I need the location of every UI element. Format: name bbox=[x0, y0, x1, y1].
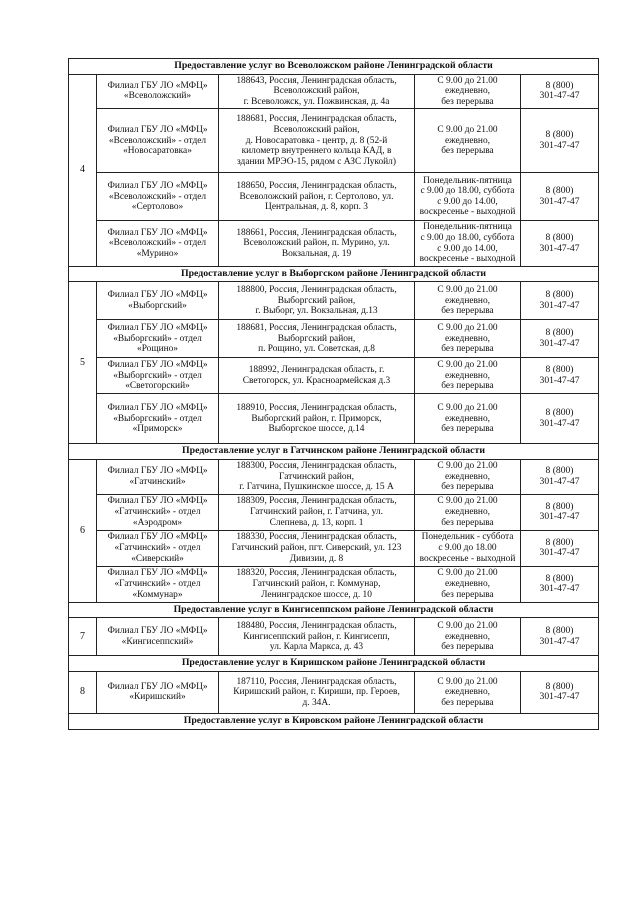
working-hours-cell: С 9.00 до 21.00 ежедневно, без перерыва bbox=[415, 74, 521, 109]
section-title: Предоставление услуг в Выборгском районе Ленинградской области bbox=[69, 266, 599, 282]
table-row bbox=[69, 173, 599, 221]
working-hours-cell: С 9.00 до 21.00 ежедневно, без перерыва bbox=[415, 394, 521, 444]
document-page bbox=[68, 58, 598, 730]
branch-name-cell: Филиал ГБУ ЛО «МФЦ» «Выборгский» - отдел «Приморск» bbox=[97, 394, 219, 444]
working-hours-cell: Понедельник-пятница с 9.00 до 18.00, суббота с 9.00 до 14.00, воскресенье - выходной bbox=[415, 173, 521, 221]
phone-cell: 8 (800) 301-47-47 bbox=[521, 173, 599, 221]
branch-name-cell: Филиал ГБУ ЛО «МФЦ» «Всеволожский» - отдел «Новосаратовка» bbox=[97, 109, 219, 173]
address-cell: 188309, Россия, Ленинградская область, Гатчинский район, г. Гатчина, ул. Слепнева, д. 13, корп. 1 bbox=[219, 494, 415, 530]
phone-cell: 8 (800) 301-47-47 bbox=[521, 74, 599, 109]
table-row bbox=[69, 459, 599, 494]
address-cell: 188320, Россия, Ленинградская область, Гатчинский район, г. Коммунар, Ленинградское шоссе, д. 10 bbox=[219, 566, 415, 602]
address-cell: 188681, Россия, Ленинградская область, Выборгский район, п. Рощино, ул. Советская, д.8 bbox=[219, 320, 415, 358]
phone-cell: 8 (800) 301-47-47 bbox=[521, 282, 599, 320]
section-number-cell: 6 bbox=[69, 459, 97, 602]
branch-name-cell: Филиал ГБУ ЛО «МФЦ» «Выборгский» - отдел «Светогорский» bbox=[97, 358, 219, 394]
working-hours-cell: С 9.00 до 21.00 ежедневно, без перерыва bbox=[415, 320, 521, 358]
phone-cell: 8 (800) 301-47-47 bbox=[521, 394, 599, 444]
working-hours-cell: Понедельник - суббота с 9.00 до 18.00 воскресенье - выходной bbox=[415, 530, 521, 566]
address-cell: 188661, Россия, Ленинградская область, Всеволожский район, п. Мурино, ул. Вокзальная, д. 19 bbox=[219, 221, 415, 266]
table-row bbox=[69, 394, 599, 444]
address-cell: 188681, Россия, Ленинградская область, Всеволожский район, д. Новосаратовка - центр, д. 8 (52-й километр внутреннего кольца КАД, в здании МРЭО-15, рядом с АЗС Лукойл) bbox=[219, 109, 415, 173]
address-cell: 188643, Россия, Ленинградская область, Всеволожский район, г. Всеволожск, ул. Пожвинская, д. 4а bbox=[219, 74, 415, 109]
section-number-cell: 4 bbox=[69, 74, 97, 266]
working-hours-cell: С 9.00 до 21.00 ежедневно, без перерыва bbox=[415, 671, 521, 713]
phone-cell: 8 (800) 301-47-47 bbox=[521, 358, 599, 394]
section-number-cell: 7 bbox=[69, 618, 97, 656]
address-cell: 188650, Россия, Ленинградская область, Всеволожский район, г. Сертолово, ул. Центральная, д. 8, корп. 3 bbox=[219, 173, 415, 221]
working-hours-cell: С 9.00 до 21.00 ежедневно, без перерыва bbox=[415, 282, 521, 320]
table-row bbox=[69, 358, 599, 394]
working-hours-cell: С 9.00 до 21.00 ежедневно, без перерыва bbox=[415, 566, 521, 602]
table-row bbox=[69, 671, 599, 713]
section-title: Предоставление услуг в Киришском районе Ленинградской области bbox=[69, 656, 599, 672]
phone-cell: 8 (800) 301-47-47 bbox=[521, 530, 599, 566]
table-row bbox=[69, 109, 599, 173]
phone-cell: 8 (800) 301-47-47 bbox=[521, 221, 599, 266]
section-number-cell: 8 bbox=[69, 671, 97, 713]
phone-cell: 8 (800) 301-47-47 bbox=[521, 671, 599, 713]
phone-cell: 8 (800) 301-47-47 bbox=[521, 494, 599, 530]
section-header-row bbox=[69, 59, 599, 75]
address-cell: 188480, Россия, Ленинградская область, Кингисеппский район, г. Кингисепп, ул. Карла Маркса, д. 43 bbox=[219, 618, 415, 656]
table-row bbox=[69, 221, 599, 266]
section-number-cell: 5 bbox=[69, 282, 97, 444]
working-hours-cell: С 9.00 до 21.00 ежедневно, без перерыва bbox=[415, 358, 521, 394]
branch-name-cell: Филиал ГБУ ЛО «МФЦ» «Гатчинский» - отдел «Аэродром» bbox=[97, 494, 219, 530]
address-cell: 188910, Россия, Ленинградская область, Выборгский район, г. Приморск, Выборгское шоссе, д.14 bbox=[219, 394, 415, 444]
working-hours-cell: С 9.00 до 21.00 ежедневно, без перерыва bbox=[415, 109, 521, 173]
section-header-row bbox=[69, 656, 599, 672]
mfc-branches-table bbox=[68, 58, 599, 730]
address-cell: 188992, Ленинградская область, г. Светогорск, ул. Красноармейская д.3 bbox=[219, 358, 415, 394]
phone-cell: 8 (800) 301-47-47 bbox=[521, 566, 599, 602]
working-hours-cell: С 9.00 до 21.00 ежедневно, без перерыва bbox=[415, 618, 521, 656]
table-row bbox=[69, 618, 599, 656]
phone-cell: 8 (800) 301-47-47 bbox=[521, 109, 599, 173]
table-row bbox=[69, 320, 599, 358]
phone-cell: 8 (800) 301-47-47 bbox=[521, 618, 599, 656]
branch-name-cell: Филиал ГБУ ЛО «МФЦ» «Выборгский» bbox=[97, 282, 219, 320]
branch-name-cell: Филиал ГБУ ЛО «МФЦ» «Кингисеппский» bbox=[97, 618, 219, 656]
branch-name-cell: Филиал ГБУ ЛО «МФЦ» «Выборгский» - отдел «Рощино» bbox=[97, 320, 219, 358]
phone-cell: 8 (800) 301-47-47 bbox=[521, 320, 599, 358]
branch-name-cell: Филиал ГБУ ЛО «МФЦ» «Киришский» bbox=[97, 671, 219, 713]
branch-name-cell: Филиал ГБУ ЛО «МФЦ» «Всеволожский» - отдел «Мурино» bbox=[97, 221, 219, 266]
section-header-row bbox=[69, 713, 599, 729]
working-hours-cell: Понедельник-пятница с 9.00 до 18.00, суббота с 9.00 до 14.00, воскресенье - выходной bbox=[415, 221, 521, 266]
address-cell: 187110, Россия, Ленинградская область, Киришский район, г. Кириши, пр. Героев, д. 34А. bbox=[219, 671, 415, 713]
section-title: Предоставление услуг в Гатчинском районе Ленинградской области bbox=[69, 444, 599, 460]
working-hours-cell: С 9.00 до 21.00 ежедневно, без перерыва bbox=[415, 494, 521, 530]
address-cell: 188800, Россия, Ленинградская область, Выборгский район, г. Выборг, ул. Вокзальная, д.13 bbox=[219, 282, 415, 320]
section-title: Предоставление услуг во Всеволожском районе Ленинградской области bbox=[69, 59, 599, 75]
branch-name-cell: Филиал ГБУ ЛО «МФЦ» «Гатчинский» - отдел «Коммунар» bbox=[97, 566, 219, 602]
branch-name-cell: Филиал ГБУ ЛО «МФЦ» «Гатчинский» - отдел «Сиверский» bbox=[97, 530, 219, 566]
branch-name-cell: Филиал ГБУ ЛО «МФЦ» «Всеволожский» bbox=[97, 74, 219, 109]
table-row bbox=[69, 282, 599, 320]
address-cell: 188300, Россия, Ленинградская область, Гатчинский район, г. Гатчина, Пушкинское шоссе, д. 15 А bbox=[219, 459, 415, 494]
branch-name-cell: Филиал ГБУ ЛО «МФЦ» «Всеволожский» - отдел «Сертолово» bbox=[97, 173, 219, 221]
table-row bbox=[69, 494, 599, 530]
section-header-row bbox=[69, 444, 599, 460]
table-row bbox=[69, 530, 599, 566]
section-header-row bbox=[69, 602, 599, 618]
phone-cell: 8 (800) 301-47-47 bbox=[521, 459, 599, 494]
section-title: Предоставление услуг в Кингисеппском районе Ленинградской области bbox=[69, 602, 599, 618]
table-row bbox=[69, 566, 599, 602]
section-title: Предоставление услуг в Кировском районе Ленинградской области bbox=[69, 713, 599, 729]
table-row bbox=[69, 74, 599, 109]
section-header-row bbox=[69, 266, 599, 282]
working-hours-cell: С 9.00 до 21.00 ежедневно, без перерыва bbox=[415, 459, 521, 494]
branch-name-cell: Филиал ГБУ ЛО «МФЦ» «Гатчинский» bbox=[97, 459, 219, 494]
address-cell: 188330, Россия, Ленинградская область, Гатчинский район, пгт. Сиверский, ул. 123 Дивизии, д. 8 bbox=[219, 530, 415, 566]
